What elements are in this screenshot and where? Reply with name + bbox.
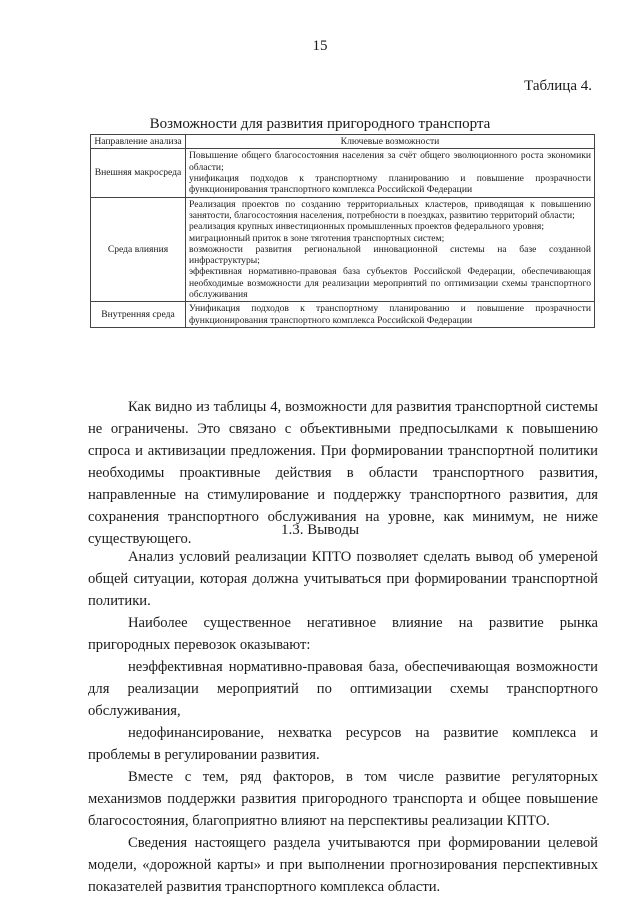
row-category: Внутренняя среда bbox=[91, 302, 186, 328]
opportunity-item: унификация подходов к транспортному планированию и повышение прозрачности функционирования транспортного комплекса Российской Федерации bbox=[189, 172, 591, 196]
row-category: Внешняя макросреда bbox=[91, 149, 186, 197]
conclusion-list-item: неэффективная нормативно-правовая база, обеспечивающая возможности для реализации мероприятий по оптимизации схемы транспортного обслуживания, bbox=[88, 659, 598, 719]
row-opportunities bbox=[186, 302, 595, 328]
section-heading: 1.3. Выводы bbox=[280, 522, 360, 538]
table-row bbox=[91, 197, 595, 302]
table-row bbox=[91, 149, 595, 197]
table-row bbox=[91, 302, 595, 328]
row-opportunities bbox=[186, 149, 595, 197]
conclusion-paragraph: Вместе с тем, ряд факторов, в том числе развитие регуляторных механизмов поддержки развития пригородного транспорта и общее повышение благосостояния, благоприятно влияют на перспективы реализации КПТО. bbox=[88, 769, 598, 829]
row-category: Среда влияния bbox=[91, 197, 186, 302]
table-caption: Таблица 4. bbox=[524, 78, 592, 94]
opportunity-item: эффективная нормативно-правовая база субъектов Российской Федерации, обеспечивающая необходимые возможности для реализации мероприятий по оптимизации схемы транспортного обслуживания bbox=[189, 266, 591, 301]
opportunity-item: реализация крупных инвестиционных промышленных проектов федерального уровня; bbox=[189, 221, 544, 233]
opportunities-table bbox=[90, 134, 595, 328]
conclusion-list-item: недофинансирование, нехватка ресурсов на развитие комплекса и проблемы в регулировании развития. bbox=[88, 725, 598, 763]
conclusions-text-block bbox=[88, 546, 598, 898]
header-direction: Направление анализа bbox=[91, 135, 186, 149]
conclusion-paragraph: Наиболее существенное негативное влияние на развитие рынка пригородных перевозок оказывают: bbox=[88, 615, 598, 653]
opportunity-item: миграционный приток в зоне тяготения транспортных систем; bbox=[189, 232, 445, 244]
row-opportunities bbox=[186, 197, 595, 302]
page-number: 15 bbox=[312, 38, 328, 54]
table-title: Возможности для развития пригородного транспорта bbox=[149, 116, 491, 132]
opportunity-item: Повышение общего благосостояния населения за счёт общего эволюционного роста экономики области; bbox=[189, 150, 591, 173]
opportunity-item: Реализация проектов по созданию территориальных кластеров, приводящая к повышению занятости, благосостояния населения, потребности в поездках, развитию территорий области; bbox=[189, 198, 591, 221]
conclusion-paragraph: Сведения настоящего раздела учитываются при формировании целевой модели, «дорожной карты» и при выполнении прогнозирования перспективных показателей развития транспортного комплекса области. bbox=[88, 835, 598, 895]
intro-paragraph: Как видно из таблицы 4, возможности для развития транспортной системы не ограничены. Это связано с объективными предпосылками к повышению спроса и активизации предложения. При формировании транспортной политики необходимы проактивные действия в области транспортного развития, направленные на стимулирование и поддержку транспортного развития, для сохранения транспортного обслуживания на уровне, как минимум, не ниже существующего. bbox=[88, 399, 598, 547]
conclusion-paragraph: Анализ условий реализации КПТО позволяет сделать вывод об умереной общей ситуации, которая должна учитываться при формировании транспортной политики. bbox=[88, 549, 598, 609]
opportunity-item: Унификация подходов к транспортному планированию и повышение прозрачности функционирования транспортного комплекса Российской Федерации bbox=[189, 303, 591, 326]
table-header-row bbox=[91, 135, 595, 149]
opportunity-item: возможности развития региональной инновационной системы на базе созданной инфраструктуры; bbox=[189, 243, 591, 267]
header-opportunities: Ключевые возможности bbox=[186, 135, 595, 149]
